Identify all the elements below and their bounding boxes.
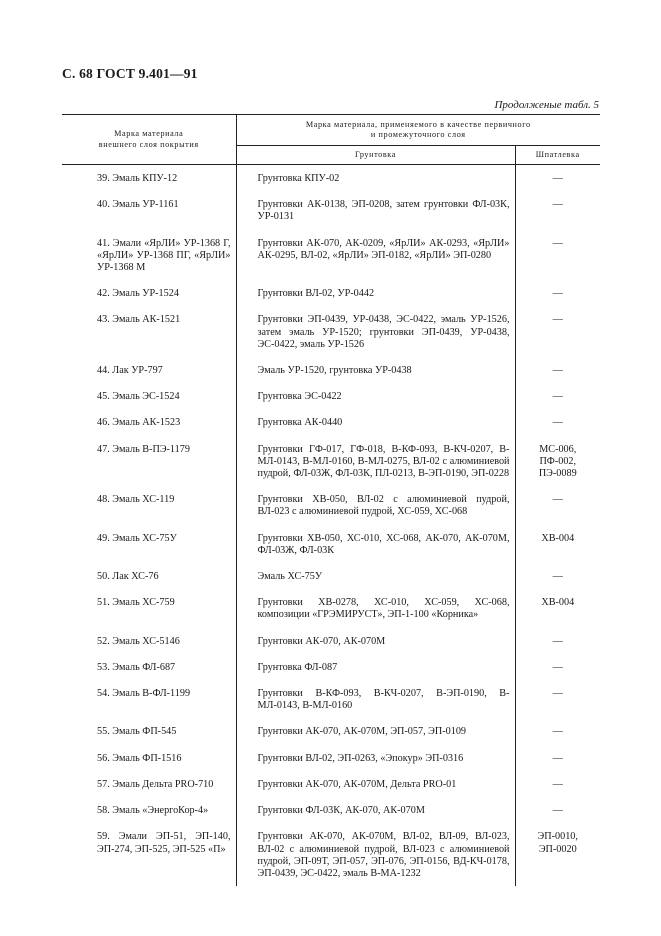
coat-text: 55. Эмаль ФП-545 (97, 726, 177, 738)
putty-cell: — (552, 571, 563, 583)
coat-cell (62, 306, 236, 357)
table-row (62, 589, 600, 627)
coat-cell (62, 165, 236, 192)
coat-text: 45. Эмаль ЭС-1524 (97, 391, 180, 403)
coat-text: 57. Эмаль Дельта PRO-710 (97, 778, 214, 790)
coat-text: 42. Эмаль УР-1524 (97, 288, 179, 300)
primer-text: Грунтовки АК-070, АК-070М (257, 635, 386, 647)
primer-text: Эмаль УР-1520, грунтовка УР-0438 (257, 365, 412, 377)
table-row (62, 628, 600, 654)
primer-cell (236, 680, 515, 718)
coat-cell (62, 628, 236, 654)
primer-text: Эмаль ХС-75У (257, 571, 323, 583)
primer-text: Грунтовки АК-070, АК-070М, ВЛ-02, ВЛ-09, ВЛ-023, ВЛ-02 с алюминиевой пудрой, ВЛ-023 с алюминиевой пудрой, ЭП-09Т, ЭП-057, ЭП-076, ЭП-0156, ВД-КЧ-0178, ЭП-0439, ЭС-0422, эмаль В-МА-1232 (257, 831, 510, 879)
coat-cell (62, 680, 236, 718)
primer-cell (236, 654, 515, 680)
table-row (62, 306, 600, 357)
putty-cell: — (552, 199, 563, 211)
putty-cell: — (552, 752, 563, 764)
putty-cell: — (552, 173, 563, 184)
coat-text: 44. Лак УР-797 (97, 365, 163, 377)
table-continuation-caption: Продолженые табл. 5 (494, 99, 599, 111)
putty-cell: — (552, 417, 563, 429)
primer-cell (236, 357, 515, 383)
coat-text: 54. Эмаль В-ФЛ-1199 (97, 688, 191, 700)
primer-cell (236, 280, 515, 306)
primer-cell (236, 306, 515, 357)
primer-text: Грунтовки ВЛ-02, УР-0442 (257, 288, 375, 300)
table-body (62, 165, 600, 887)
column-header-primer: Грунтовка (236, 146, 515, 165)
primer-text: Грунтовки ГФ-017, ГФ-018, В-КФ-093, В-КЧ-0207, В-МЛ-0143, В-МЛ-0160, В-МЛ-0275, ВЛ-02 с алюминиевой пудрой, ФЛ-03Ж, ФЛ-03К, ПЛ-0213, В-ЭП-0190, ЭП-0228 (257, 443, 510, 480)
primer-text: Грунтовка ФЛ-087 (257, 661, 338, 673)
coat-cell (62, 486, 236, 524)
coat-cell (62, 383, 236, 409)
primer-cell (236, 718, 515, 744)
primer-text: Грунтовки АК-070, АК-070М, ЭП-057, ЭП-0109 (257, 726, 467, 738)
coat-text: 56. Эмаль ФП-1516 (97, 752, 182, 764)
table-row (62, 280, 600, 306)
primer-cell (236, 797, 515, 823)
primer-text: Грунтовки АК-0138, ЭП-0208, затем грунтовки ФЛ-03К, УР-0131 (257, 199, 510, 223)
coat-cell (62, 589, 236, 627)
table-row (62, 191, 600, 229)
putty-cell: — (552, 688, 563, 700)
coat-text: 46. Эмаль АК-1523 (97, 417, 181, 429)
table-row (62, 436, 600, 487)
column-header-putty: Шпатлевка (515, 146, 600, 165)
coat-cell (62, 563, 236, 589)
coat-cell (62, 525, 236, 563)
table-row (62, 165, 600, 192)
coat-text: 41. Эмали «ЯрЛИ» УР-1368 Г, «ЯрЛИ» УР-1368 ПГ, «ЯрЛИ» УР-1368 М (97, 237, 231, 274)
primer-text: Грунтовки ВЛ-02, ЭП-0263, «Эпокур» ЭП-0316 (257, 752, 464, 764)
coat-cell (62, 280, 236, 306)
coat-cell (62, 436, 236, 487)
coat-cell (62, 771, 236, 797)
coat-text: 48. Эмаль ХС-119 (97, 494, 175, 506)
coat-cell (62, 409, 236, 435)
table-row (62, 563, 600, 589)
table-row (62, 383, 600, 409)
coat-cell (62, 718, 236, 744)
table-row (62, 745, 600, 771)
primer-cell (236, 589, 515, 627)
primer-text: Грунтовки АК-070, АК-070М, Дельта PRO-01 (257, 778, 457, 790)
putty-cell: ХВ-004 (541, 532, 575, 544)
coat-text: 40. Эмаль УР-1161 (97, 199, 179, 211)
coat-text: 47. Эмаль В-ПЭ-1179 (97, 443, 190, 455)
putty-cell: — (552, 805, 563, 817)
coat-text: 58. Эмаль «ЭнергоКор-4» (97, 805, 209, 817)
table-row (62, 230, 600, 281)
putty-cell: — (552, 778, 563, 790)
primer-text: Грунтовка ЭС-0422 (257, 391, 342, 403)
table-row (62, 357, 600, 383)
coat-text: 43. Эмаль АК-1521 (97, 314, 181, 326)
primer-text: Грунтовки ХВ-0278, ХС-010, ХС-059, ХС-068, композиции «ГРЭМИРУСТ», ЭП-1-100 «Корника» (257, 597, 510, 621)
column-header-inner-layer: Марка материала, применяемого в качестве первичного и промежуточного слоя (236, 115, 600, 146)
table-row (62, 823, 600, 886)
primer-cell (236, 409, 515, 435)
putty-cell: — (552, 237, 563, 249)
primer-text: Грунтовки АК-070, АК-0209, «ЯрЛИ» АК-0293, «ЯрЛИ» АК-0295, ВЛ-02, «ЯрЛИ» ЭП-0182, «ЯрЛИ» ЭП-0280 (257, 237, 510, 261)
primer-cell (236, 383, 515, 409)
primer-text: Грунтовки ХВ-050, ВЛ-02 с алюминиевой пудрой, ВЛ-023 с алюминиевой пудрой, ХС-059, ХС-068 (257, 494, 510, 518)
primer-cell (236, 436, 515, 487)
primer-cell (236, 823, 515, 886)
table-row (62, 771, 600, 797)
coat-text: 59. Эмали ЭП-51, ЭП-140, ЭП-274, ЭП-525, ЭП-525 «П» (97, 831, 231, 855)
coat-cell (62, 745, 236, 771)
putty-cell: — (552, 726, 563, 738)
table-row (62, 718, 600, 744)
table-row (62, 486, 600, 524)
primer-cell (236, 191, 515, 229)
primer-cell (236, 486, 515, 524)
coat-cell (62, 654, 236, 680)
primer-text: Грунтовки ФЛ-03К, АК-070, АК-070М (257, 805, 425, 817)
materials-table (62, 114, 600, 886)
primer-text: Грунтовки В-КФ-093, В-КЧ-0207, В-ЭП-0190, В-МЛ-0143, В-МЛ-0160 (257, 688, 510, 712)
coat-cell (62, 823, 236, 886)
coat-cell (62, 230, 236, 281)
coat-text: 50. Лак ХС-76 (97, 571, 159, 583)
table-row (62, 654, 600, 680)
primer-cell (236, 165, 515, 192)
primer-cell (236, 525, 515, 563)
primer-cell (236, 230, 515, 281)
putty-cell: — (552, 365, 563, 377)
coat-text: 39. Эмаль КПУ-12 (97, 173, 178, 184)
coat-text: 49. Эмаль ХС-75У (97, 532, 177, 544)
putty-cell: — (552, 635, 563, 647)
primer-text: Грунтовка КПУ-02 (257, 173, 340, 184)
coat-cell (62, 357, 236, 383)
putty-cell: — (552, 661, 563, 673)
putty-cell: ХВ-004 (541, 597, 575, 609)
primer-cell (236, 628, 515, 654)
putty-cell: МС-006, ПФ-002, ПЭ-0089 (538, 443, 577, 480)
primer-cell (236, 563, 515, 589)
primer-cell (236, 771, 515, 797)
putty-cell: — (552, 288, 563, 300)
primer-text: Грунтовки ЭП-0439, УР-0438, ЭС-0422, эмаль УР-1526, затем эмаль УР-1520; грунтовки ЭП-0439, УР-0438, ЭС-0422, эмаль УР-1526 (257, 314, 510, 350)
coat-text: 51. Эмаль ХС-759 (97, 597, 175, 609)
primer-text: Грунтовка АК-0440 (257, 417, 343, 429)
table-row (62, 525, 600, 563)
column-header-outer-layer: Марка материала внешнего слоя покрытия (62, 115, 236, 165)
putty-cell: — (552, 391, 563, 403)
coat-cell (62, 191, 236, 229)
putty-cell: — (552, 494, 563, 506)
coat-text: 53. Эмаль ФЛ-687 (97, 661, 176, 673)
primer-cell (236, 745, 515, 771)
table-row (62, 680, 600, 718)
primer-text: Грунтовки ХВ-050, ХС-010, ХС-068, АК-070, АК-070М, ФЛ-03Ж, ФЛ-03К (257, 532, 510, 556)
page-header: С. 68 ГОСТ 9.401—91 (62, 66, 198, 81)
putty-cell: ЭП-0010, ЭП-0020 (537, 831, 578, 855)
putty-cell: — (552, 314, 563, 326)
table-row (62, 409, 600, 435)
coat-cell (62, 797, 236, 823)
table-row (62, 797, 600, 823)
coat-text: 52. Эмаль ХС-5146 (97, 635, 180, 647)
